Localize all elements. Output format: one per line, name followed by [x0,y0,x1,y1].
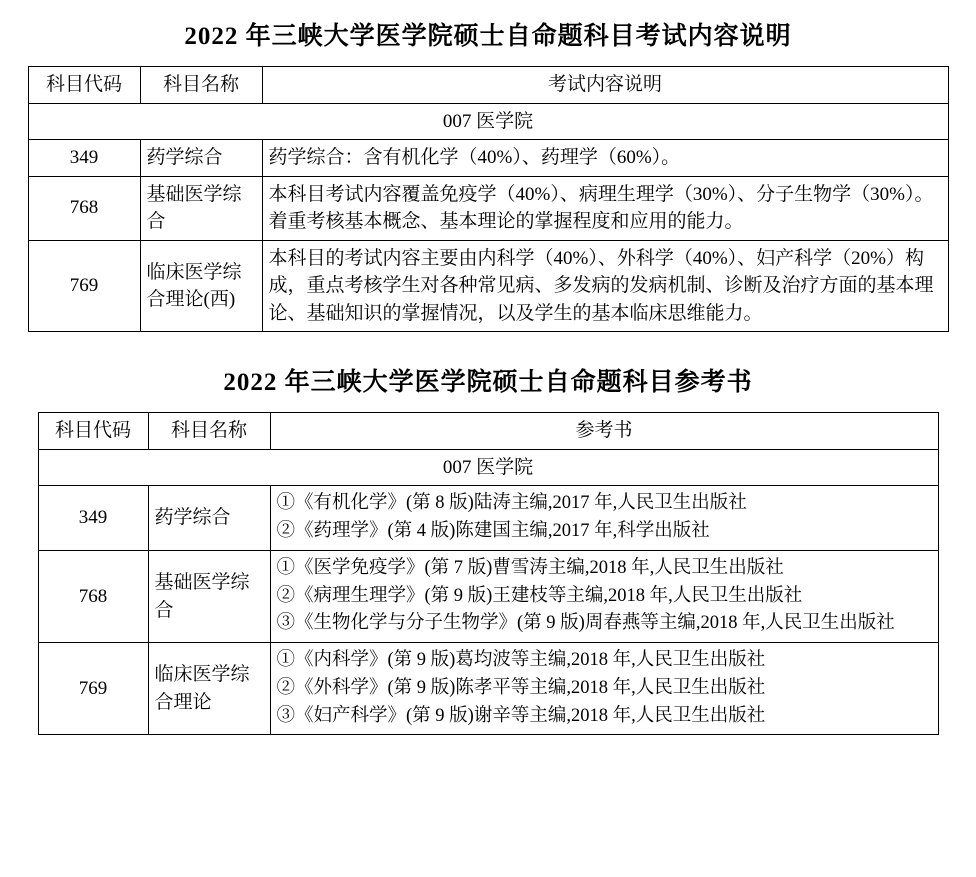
column-header-subject-code: 科目代码 [28,67,140,104]
subject-name: 药学综合 [148,486,270,551]
group-label-medical-college: 007 医学院 [28,103,948,140]
page-title-reference-books: 2022 年三峡大学医学院硕士自命题科目参考书 [223,369,753,397]
list-item: ①《医学免疫学》(第 7 版)曹雪涛主编,2018 年,人民卫生出版社 [276,557,784,578]
exam-content: 本科目的考试内容主要由内科学（40%）、外科学（40%）、妇产科学（20%）构成，重点考核学生对各种常见病、多发病的发病机制、诊断及治疗方面的基本理论、基础知识的掌握情况，以及学生的基本临床思维能力。 [262,240,948,332]
table-header-row [38,413,938,450]
table-row [28,140,948,177]
subject-name: 基础医学综合 [148,550,270,642]
subject-code: 349 [38,486,148,551]
exam-content: 本科目考试内容覆盖免疫学（40%）、病理生理学（30%）、分子生物学（30%）。着重考核基本概念、基本理论的掌握程度和应用的能力。 [262,176,948,240]
subject-name: 基础医学综合 [140,176,262,240]
column-header-subject-code: 科目代码 [38,413,148,450]
subject-code: 769 [28,240,140,332]
group-label-medical-college: 007 医学院 [38,449,938,486]
list-item: ②《药理学》(第 4 版)陈建国主编,2017 年,科学出版社 [276,521,710,542]
subject-code: 769 [38,643,148,735]
subject-code: 768 [38,550,148,642]
list-item: ①《有机化学》(第 8 版)陆涛主编,2017 年,人民卫生出版社 [276,493,747,514]
reference-books-table [38,412,939,735]
list-item: ③《生物化学与分子生物学》(第 9 版)周春燕等主编,2018 年,人民卫生出版社 [276,613,895,634]
table-row [38,550,938,642]
list-item: ②《病理生理学》(第 9 版)王建枝等主编,2018 年,人民卫生出版社 [276,585,803,606]
column-header-reference-books: 参考书 [270,413,938,450]
subject-name: 临床医学综合理论(西) [140,240,262,332]
table-row [38,643,938,735]
document-page [0,16,976,735]
column-header-subject-name: 科目名称 [140,67,262,104]
column-header-subject-name: 科目名称 [148,413,270,450]
subject-code: 349 [28,140,140,177]
reference-book-list [270,550,938,642]
table-row [28,176,948,240]
list-item: ②《外科学》(第 9 版)陈孝平等主编,2018 年,人民卫生出版社 [276,677,766,698]
subject-name: 药学综合 [140,140,262,177]
column-header-exam-content: 考试内容说明 [262,67,948,104]
exam-content-table [28,66,949,332]
table-row [28,240,948,332]
list-item: ③《妇产科学》(第 9 版)谢辛等主编,2018 年,人民卫生出版社 [276,705,766,726]
reference-book-list [270,486,938,551]
reference-book-list [270,643,938,735]
subject-name: 临床医学综合理论 [148,643,270,735]
table-header-row [28,67,948,104]
table-group-row [28,103,948,140]
table-row [38,486,938,551]
page-title-exam-content: 2022 年三峡大学医学院硕士自命题科目考试内容说明 [184,23,792,50]
table-group-row [38,449,938,486]
list-item: ①《内科学》(第 9 版)葛均波等主编,2018 年,人民卫生出版社 [276,650,766,671]
subject-code: 768 [28,176,140,240]
exam-content: 药学综合：含有机化学（40%）、药理学（60%）。 [262,140,948,177]
